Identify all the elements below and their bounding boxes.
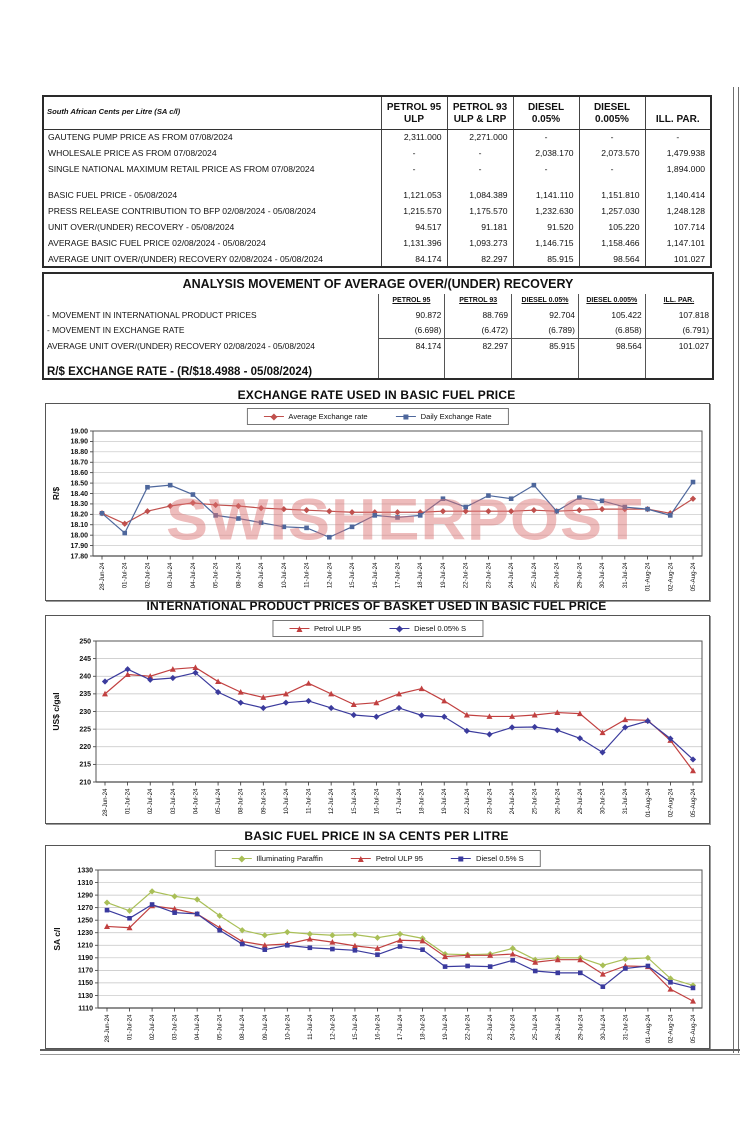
svg-text:28-Jun-24: 28-Jun-24 <box>104 1014 111 1043</box>
price-row-value: 1,151.810 <box>579 187 645 203</box>
price-row-value: - <box>513 161 579 177</box>
price-table-row <box>43 129 711 145</box>
legend-square-icon <box>451 858 471 859</box>
analysis-row-label: - MOVEMENT IN EXCHANGE RATE <box>47 325 185 336</box>
price-row-label: BASIC FUEL PRICE - 05/08/2024 <box>48 190 178 200</box>
price-row-label: SINGLE NATIONAL MAXIMUM RETAIL PRICE AS FROM 07/08/2024 <box>48 164 315 174</box>
svg-text:18.60: 18.60 <box>70 469 88 477</box>
svg-text:09-Jul-24: 09-Jul-24 <box>260 788 268 815</box>
legend-marker-icon <box>238 855 245 862</box>
legend-item <box>389 624 466 633</box>
price-row-value: 101.027 <box>645 251 711 267</box>
price-col-header-3: DIESEL 0.005% <box>579 96 645 129</box>
svg-text:29-Jul-24: 29-Jul-24 <box>577 1014 585 1041</box>
analysis-empty-cell <box>512 354 579 378</box>
svg-text:1290: 1290 <box>77 892 93 900</box>
svg-text:210: 210 <box>79 779 91 787</box>
price-row-value: 1,232.630 <box>513 203 579 219</box>
price-row-label: AVERAGE UNIT OVER/(UNDER) RECOVERY 02/08/2024 - 05/08/2024 <box>48 253 323 264</box>
svg-text:22-Jul-24: 22-Jul-24 <box>462 562 470 589</box>
price-row-value: 91.181 <box>447 219 513 235</box>
svg-text:11-Jul-24: 11-Jul-24 <box>306 1014 314 1040</box>
legend-item <box>289 624 361 633</box>
exchange-rate-chart-legend <box>246 408 508 425</box>
svg-text:31-Jul-24: 31-Jul-24 <box>622 1014 630 1041</box>
price-table-header-row <box>43 96 711 129</box>
price-row-value: - <box>579 161 645 177</box>
analysis-row-value: (6.858) <box>578 322 645 338</box>
product-prices-chart-legend <box>272 620 483 637</box>
price-table-row <box>43 235 711 251</box>
price-row-value: 85.915 <box>513 251 579 267</box>
svg-text:18.20: 18.20 <box>70 511 88 519</box>
legend-item <box>263 412 367 421</box>
price-table-row <box>43 177 711 187</box>
exchange-rate-note: R/$ EXCHANGE RATE - (R/$18.4988 - 05/08/2024) <box>47 366 313 378</box>
svg-text:18-Jul-24: 18-Jul-24 <box>419 1014 427 1041</box>
svg-text:US$ c/gal: US$ c/gal <box>51 692 61 731</box>
svg-text:08-Jul-24: 08-Jul-24 <box>235 562 243 589</box>
price-row-label: WHOLESALE PRICE AS FROM 07/08/2024 <box>48 148 217 158</box>
fuel-price-table <box>42 95 712 268</box>
svg-text:1310: 1310 <box>77 879 93 887</box>
price-row-value: 1,175.570 <box>447 203 513 219</box>
svg-text:18.80: 18.80 <box>70 449 88 457</box>
legend-square-icon <box>396 416 416 417</box>
price-row-value: 2,311.000 <box>381 129 447 145</box>
legend-label: Petrol ULP 95 <box>375 854 423 863</box>
price-row-value: 82.297 <box>447 251 513 267</box>
svg-text:23-Jul-24: 23-Jul-24 <box>486 788 494 815</box>
price-row-value: - <box>513 129 579 145</box>
svg-text:25-Jul-24: 25-Jul-24 <box>532 1014 540 1041</box>
price-row-value: 1,479.938 <box>645 145 711 161</box>
price-row-value: 2,271.000 <box>447 129 513 145</box>
analysis-empty-cell <box>578 354 645 378</box>
price-row-value: - <box>381 145 447 161</box>
price-table-row <box>43 219 711 235</box>
legend-diamond-icon <box>263 416 283 417</box>
analysis-row-value: 105.422 <box>578 307 645 322</box>
svg-text:15-Jul-24: 15-Jul-24 <box>349 562 357 589</box>
legend-item <box>351 854 423 863</box>
svg-text:24-Jul-24: 24-Jul-24 <box>508 562 516 589</box>
analysis-row-value: (6.472) <box>445 322 512 338</box>
price-row-value: 1,894.000 <box>645 161 711 177</box>
svg-text:16-Jul-24: 16-Jul-24 <box>373 788 381 815</box>
analysis-col-header-3: DIESEL 0.005% <box>578 294 645 307</box>
analysis-row-label: - MOVEMENT IN INTERNATIONAL PRODUCT PRICES <box>47 309 257 320</box>
analysis-row-value: 88.769 <box>445 307 512 322</box>
svg-text:1130: 1130 <box>77 992 93 1000</box>
analysis-col-header-4: ILL. PAR. <box>645 294 712 307</box>
svg-text:18.40: 18.40 <box>70 490 88 498</box>
svg-text:17.80: 17.80 <box>70 553 88 561</box>
svg-text:31-Jul-24: 31-Jul-24 <box>622 788 630 815</box>
legend-triangle-icon <box>289 628 309 629</box>
svg-text:26-Jul-24: 26-Jul-24 <box>553 562 561 589</box>
analysis-header-row <box>44 294 712 307</box>
legend-diamond-icon <box>389 628 409 629</box>
legend-label: Daily Exchange Rate <box>420 412 492 421</box>
analysis-recovery-box <box>42 272 714 380</box>
svg-text:1330: 1330 <box>77 867 93 875</box>
svg-text:28-Jun-24: 28-Jun-24 <box>99 562 106 591</box>
svg-text:03-Jul-24: 03-Jul-24 <box>171 1014 179 1041</box>
analysis-row-value: 84.174 <box>378 338 445 354</box>
price-row-value: - <box>447 161 513 177</box>
svg-text:215: 215 <box>79 761 91 769</box>
svg-text:24-Jul-24: 24-Jul-24 <box>509 788 517 815</box>
svg-text:05-Aug-24: 05-Aug-24 <box>690 788 697 818</box>
exchange-rate-note-row <box>44 354 712 378</box>
svg-text:18.10: 18.10 <box>70 522 88 530</box>
price-row-value: 1,140.414 <box>645 187 711 203</box>
price-row-value: 1,215.570 <box>381 203 447 219</box>
page-right-border <box>733 87 739 1053</box>
svg-text:26-Jul-24: 26-Jul-24 <box>554 788 562 815</box>
svg-text:22-Jul-24: 22-Jul-24 <box>463 788 471 815</box>
price-col-header-1: PETROL 93 ULP & LRP <box>447 96 513 129</box>
analysis-row-value: 107.818 <box>645 307 712 322</box>
exchange-rate-chart <box>45 403 710 601</box>
legend-marker-icon <box>396 625 403 632</box>
svg-text:01-Jul-24: 01-Jul-24 <box>121 562 129 589</box>
price-row-value: - <box>381 161 447 177</box>
price-row-value: 105.220 <box>579 219 645 235</box>
legend-marker-icon <box>270 413 277 420</box>
svg-text:04-Jul-24: 04-Jul-24 <box>194 1014 202 1041</box>
svg-text:220: 220 <box>79 744 91 752</box>
price-row-value: 91.520 <box>513 219 579 235</box>
svg-text:11-Jul-24: 11-Jul-24 <box>305 788 313 814</box>
legend-item <box>396 412 492 421</box>
legend-label: Average Exchange rate <box>288 412 368 421</box>
legend-marker-icon <box>403 415 408 420</box>
svg-text:17-Jul-24: 17-Jul-24 <box>396 788 403 815</box>
legend-item <box>451 854 524 863</box>
analysis-table-title: ANALYSIS MOVEMENT OF AVERAGE OVER/(UNDER) RECOVERY <box>182 277 574 291</box>
price-row-label: GAUTENG PUMP PRICE AS FROM 07/08/2024 <box>48 132 233 143</box>
svg-text:05-Jul-24: 05-Jul-24 <box>212 562 220 589</box>
price-row-value: 98.564 <box>579 251 645 267</box>
price-row-label: AVERAGE BASIC FUEL PRICE 02/08/2024 - 05/08/2024 <box>48 238 266 248</box>
price-row-value: 94.517 <box>381 219 447 235</box>
legend-marker-icon <box>459 857 464 862</box>
legend-marker-icon <box>296 626 302 632</box>
price-row-value: 84.174 <box>381 251 447 267</box>
svg-text:01-Jul-24: 01-Jul-24 <box>126 1014 134 1041</box>
price-row-value: - <box>579 129 645 145</box>
legend-item <box>231 854 323 863</box>
price-row-label: UNIT OVER/(UNDER) RECOVERY - 05/08/2024 <box>48 222 235 232</box>
svg-text:12-Jul-24: 12-Jul-24 <box>328 788 336 815</box>
price-row-value: 1,131.396 <box>381 235 447 251</box>
analysis-empty-cell <box>645 354 712 378</box>
svg-text:12-Jul-24: 12-Jul-24 <box>326 562 334 589</box>
svg-text:230: 230 <box>79 708 91 716</box>
svg-text:18.50: 18.50 <box>70 480 88 488</box>
svg-text:01-Aug-24: 01-Aug-24 <box>644 562 652 592</box>
svg-text:18.00: 18.00 <box>70 532 88 540</box>
analysis-row-value: (6.789) <box>512 322 579 338</box>
svg-text:05-Jul-24: 05-Jul-24 <box>215 788 223 815</box>
price-row-value: 1,146.715 <box>513 235 579 251</box>
svg-text:18-Jul-24: 18-Jul-24 <box>417 562 425 589</box>
legend-label: Petrol ULP 95 <box>313 624 362 633</box>
price-table-unit-label: South African Cents per Litre (SA c/l) <box>43 96 381 129</box>
exchange-rate-chart-plot <box>46 404 709 600</box>
analysis-row-value: (6.698) <box>378 322 445 338</box>
analysis-row-value: (6.791) <box>645 322 712 338</box>
analysis-table-row <box>44 322 712 338</box>
price-row-value: - <box>447 145 513 161</box>
analysis-table-row <box>44 307 712 322</box>
svg-text:05-Jul-24: 05-Jul-24 <box>216 1014 224 1041</box>
svg-text:17.90: 17.90 <box>70 542 88 550</box>
svg-text:31-Jul-24: 31-Jul-24 <box>621 562 629 589</box>
legend-label: Illuminating Paraffin <box>256 854 323 863</box>
svg-text:25-Jul-24: 25-Jul-24 <box>530 562 538 589</box>
svg-text:15-Jul-24: 15-Jul-24 <box>350 788 358 815</box>
svg-text:225: 225 <box>79 726 91 734</box>
svg-text:250: 250 <box>79 638 91 646</box>
price-table-row <box>43 145 711 161</box>
analysis-empty-cell <box>378 354 445 378</box>
analysis-col-header-0: PETROL 95 <box>378 294 445 307</box>
price-row-value <box>579 177 645 187</box>
svg-text:09-Jul-24: 09-Jul-24 <box>261 1014 269 1041</box>
svg-text:1190: 1190 <box>77 955 93 963</box>
svg-text:02-Jul-24: 02-Jul-24 <box>144 562 152 589</box>
price-row-value: 1,093.273 <box>447 235 513 251</box>
svg-text:19.00: 19.00 <box>70 428 88 436</box>
svg-text:08-Jul-24: 08-Jul-24 <box>239 1014 247 1041</box>
svg-text:19-Jul-24: 19-Jul-24 <box>439 562 447 589</box>
svg-text:15-Jul-24: 15-Jul-24 <box>351 1014 359 1041</box>
svg-text:1210: 1210 <box>77 942 93 950</box>
legend-label: Diesel 0.5% S <box>476 854 524 863</box>
price-row-label: PRESS RELEASE CONTRIBUTION TO BFP 02/08/2024 - 05/08/2024 <box>48 206 316 216</box>
price-row-value <box>645 177 711 187</box>
analysis-row-value: 98.564 <box>578 338 645 354</box>
analysis-row-value: 101.027 <box>645 338 712 354</box>
analysis-row-value: 85.915 <box>512 338 579 354</box>
svg-text:03-Jul-24: 03-Jul-24 <box>169 788 177 815</box>
svg-text:1250: 1250 <box>77 917 93 925</box>
price-col-header-0: PETROL 95 ULP <box>381 96 447 129</box>
svg-text:10-Jul-24: 10-Jul-24 <box>280 562 288 589</box>
price-col-header-4: ILL. PAR. <box>645 96 711 129</box>
svg-text:12-Jul-24: 12-Jul-24 <box>329 1014 337 1041</box>
price-table-row <box>43 161 711 177</box>
svg-text:26-Jul-24: 26-Jul-24 <box>554 1014 562 1041</box>
svg-text:05-Aug-24: 05-Aug-24 <box>690 562 697 592</box>
svg-text:01-Jul-24: 01-Jul-24 <box>124 788 132 815</box>
svg-text:24-Jul-24: 24-Jul-24 <box>509 1014 517 1041</box>
svg-text:16-Jul-24: 16-Jul-24 <box>371 562 379 589</box>
price-row-value: 1,141.110 <box>513 187 579 203</box>
price-table-body <box>43 129 711 267</box>
svg-text:09-Jul-24: 09-Jul-24 <box>258 562 266 589</box>
exchange-rate-chart-title: EXCHANGE RATE USED IN BASIC FUEL PRICE <box>237 388 516 402</box>
svg-text:18.90: 18.90 <box>70 438 88 446</box>
svg-text:1150: 1150 <box>77 980 93 988</box>
analysis-col-header-2: DIESEL 0.05% <box>512 294 579 307</box>
price-row-value: - <box>645 129 711 145</box>
svg-text:10-Jul-24: 10-Jul-24 <box>284 1014 292 1041</box>
product-prices-chart <box>45 615 710 824</box>
svg-text:29-Jul-24: 29-Jul-24 <box>576 562 584 589</box>
svg-text:19-Jul-24: 19-Jul-24 <box>442 1014 450 1041</box>
svg-text:1270: 1270 <box>77 904 93 912</box>
svg-text:30-Jul-24: 30-Jul-24 <box>599 562 607 589</box>
basic-fuel-price-chart <box>45 845 710 1049</box>
svg-text:30-Jul-24: 30-Jul-24 <box>599 1014 607 1041</box>
basic-fuel-price-chart-legend <box>214 850 540 867</box>
svg-text:10-Jul-24: 10-Jul-24 <box>282 788 290 815</box>
price-row-label <box>43 177 381 187</box>
analysis-recovery-table <box>44 274 712 378</box>
svg-text:04-Jul-24: 04-Jul-24 <box>189 562 197 589</box>
analysis-empty-cell <box>445 354 512 378</box>
svg-text:18.70: 18.70 <box>70 459 88 467</box>
svg-text:23-Jul-24: 23-Jul-24 <box>485 562 493 589</box>
price-col-header-2: DIESEL 0.05% <box>513 96 579 129</box>
price-row-value <box>447 177 513 187</box>
price-table-row <box>43 187 711 203</box>
legend-label: Diesel 0.05% S <box>414 624 467 633</box>
svg-text:1170: 1170 <box>77 967 93 975</box>
analysis-row-value: 92.704 <box>512 307 579 322</box>
svg-text:235: 235 <box>79 691 91 699</box>
watermark: SWISHERPOST <box>166 487 643 553</box>
svg-text:17-Jul-24: 17-Jul-24 <box>394 562 402 589</box>
product-prices-chart-title: INTERNATIONAL PRODUCT PRICES OF BASKET USED IN BASIC FUEL PRICE <box>146 599 607 613</box>
svg-text:16-Jul-24: 16-Jul-24 <box>374 1014 382 1041</box>
svg-text:19-Jul-24: 19-Jul-24 <box>441 788 449 815</box>
svg-text:02-Aug-24: 02-Aug-24 <box>667 1014 675 1044</box>
svg-text:11-Jul-24: 11-Jul-24 <box>303 562 311 588</box>
analysis-table-row <box>44 338 712 354</box>
price-table-row <box>43 203 711 219</box>
svg-text:17-Jul-24: 17-Jul-24 <box>397 1014 404 1041</box>
svg-text:23-Jul-24: 23-Jul-24 <box>487 1014 495 1041</box>
price-row-value <box>513 177 579 187</box>
svg-text:18-Jul-24: 18-Jul-24 <box>418 788 426 815</box>
svg-text:245: 245 <box>79 655 91 663</box>
svg-text:1230: 1230 <box>77 930 93 938</box>
legend-marker-icon <box>358 856 364 862</box>
price-row-value: 1,084.389 <box>447 187 513 203</box>
svg-text:03-Jul-24: 03-Jul-24 <box>167 562 175 589</box>
price-row-value: 1,121.053 <box>381 187 447 203</box>
svg-text:29-Jul-24: 29-Jul-24 <box>576 788 584 815</box>
analysis-row-label: AVERAGE UNIT OVER/(UNDER) RECOVERY 02/08/2024 - 05/08/2024 <box>47 341 315 352</box>
price-row-value: 107.714 <box>645 219 711 235</box>
svg-text:22-Jul-24: 22-Jul-24 <box>464 1014 472 1041</box>
svg-text:1110: 1110 <box>78 1005 93 1013</box>
svg-text:02-Jul-24: 02-Jul-24 <box>149 1014 157 1041</box>
price-row-value: 1,248.128 <box>645 203 711 219</box>
price-row-value: 1,158.466 <box>579 235 645 251</box>
svg-text:25-Jul-24: 25-Jul-24 <box>531 788 539 815</box>
svg-text:28-Jun-24: 28-Jun-24 <box>102 788 109 817</box>
legend-triangle-icon <box>351 858 371 859</box>
analysis-row-value: 90.872 <box>378 307 445 322</box>
analysis-row-value: 82.297 <box>445 338 512 354</box>
analysis-col-header-1: PETROL 93 <box>445 294 512 307</box>
price-table-row <box>43 251 711 267</box>
svg-text:18.30: 18.30 <box>70 501 88 509</box>
svg-text:30-Jul-24: 30-Jul-24 <box>599 788 607 815</box>
basic-fuel-price-chart-plot <box>46 846 709 1048</box>
svg-text:01-Aug-24: 01-Aug-24 <box>644 1014 652 1044</box>
svg-text:01-Aug-24: 01-Aug-24 <box>644 788 652 818</box>
svg-text:02-Aug-24: 02-Aug-24 <box>667 562 675 592</box>
legend-diamond-icon <box>231 858 251 859</box>
svg-text:08-Jul-24: 08-Jul-24 <box>237 788 245 815</box>
price-row-value: 2,073.570 <box>579 145 645 161</box>
basic-fuel-price-chart-title: BASIC FUEL PRICE IN SA CENTS PER LITRE <box>244 829 509 843</box>
svg-text:04-Jul-24: 04-Jul-24 <box>192 788 200 815</box>
svg-text:02-Aug-24: 02-Aug-24 <box>667 788 675 818</box>
price-row-value: 1,257.030 <box>579 203 645 219</box>
page-bottom-border <box>40 1049 740 1055</box>
product-prices-chart-plot <box>46 616 709 823</box>
price-row-value <box>381 177 447 187</box>
svg-text:SA c/l: SA c/l <box>52 927 62 951</box>
price-row-value: 2,038.170 <box>513 145 579 161</box>
svg-text:05-Aug-24: 05-Aug-24 <box>690 1014 697 1044</box>
price-row-value: 1,147.101 <box>645 235 711 251</box>
svg-text:02-Jul-24: 02-Jul-24 <box>147 788 155 815</box>
svg-text:240: 240 <box>79 673 91 681</box>
svg-text:R/$: R/$ <box>51 486 61 501</box>
